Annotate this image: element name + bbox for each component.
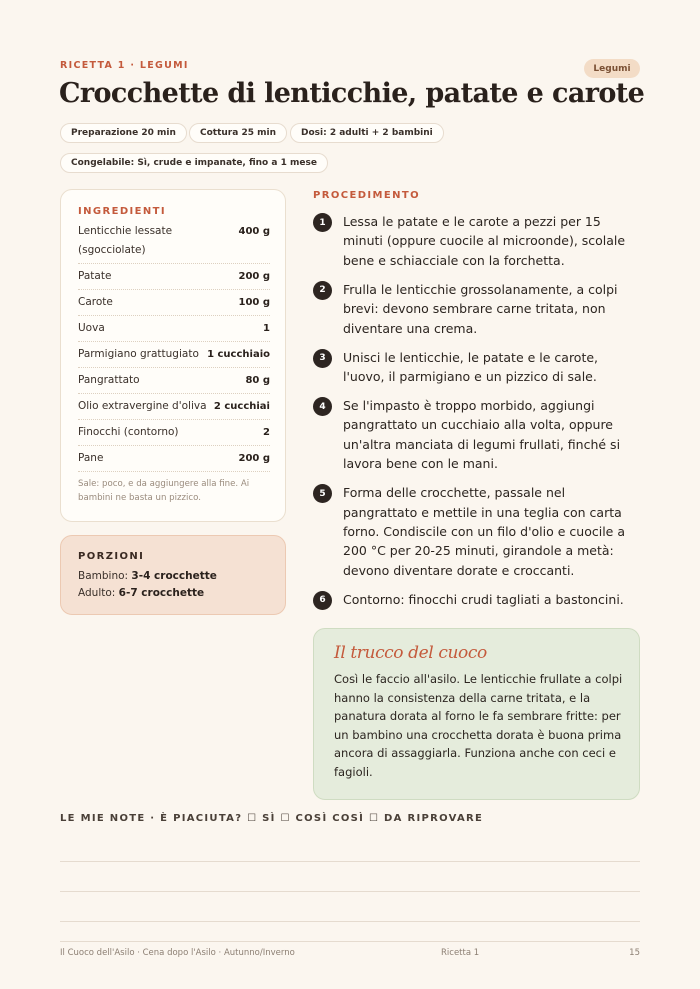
procedure-step (313, 396, 643, 474)
note-line[interactable] (60, 861, 640, 862)
page-number: 15 (629, 948, 640, 958)
step-number: 4 (313, 397, 332, 416)
ingredient-name: Olio extravergine d'oliva (78, 400, 207, 412)
step-number: 5 (313, 484, 332, 503)
ingredient-row (78, 368, 270, 394)
procedure-step (313, 483, 643, 580)
ingredient-qty: 200 g (238, 453, 270, 464)
procedure-steps (313, 212, 643, 619)
ingredient-name: Pane (78, 452, 104, 464)
ingredient-row (78, 264, 270, 290)
note-line[interactable] (60, 921, 640, 922)
ingredient-qty: 80 g (245, 375, 270, 386)
ingredient-qty: 100 g (238, 297, 270, 308)
portion-adult-value: 6-7 crocchette (118, 587, 205, 599)
chef-tip-card (313, 628, 640, 800)
portions-heading: PORZIONI (78, 551, 145, 562)
ingredient-name: Patate (78, 270, 112, 282)
step-text: Contorno: finocchi crudi tagliati a bastoncini. (343, 591, 624, 607)
ingredient-row (78, 342, 270, 368)
procedure-heading: PROCEDIMENTO (313, 190, 420, 201)
ingredient-name: Parmigiano grattugiato (78, 348, 199, 360)
footer-book-title: Il Cuoco dell'Asilo · Cena dopo l'Asilo · Autunno/Inverno (60, 948, 295, 958)
procedure-step (313, 280, 643, 338)
step-text: Forma delle crocchette, passale nel pangrattato e mettile in una teglia con carta forno. Condiscile con un filo d'olio e cuocile a 200 °C per 20-25 minuti, girandole a metà: devono diventare dorate e croccanti. (343, 485, 626, 578)
portion-child (78, 570, 217, 582)
ingredient-row (78, 446, 270, 472)
portion-child-value: 3-4 crocchette (131, 570, 217, 582)
ingredients-card (60, 189, 286, 522)
ingredient-qty: 1 (263, 323, 270, 334)
portions-card (60, 535, 286, 615)
step-number: 2 (313, 281, 332, 300)
ingredient-name: Lenticchie lessate (sgocciolate) (78, 225, 173, 256)
ingredient-name: Carote (78, 296, 113, 308)
chip-servings: Dosi: 2 adulti + 2 bambini (290, 123, 444, 143)
ingredient-qty: 2 cucchiai (213, 401, 270, 412)
page-title: Crocchette di lenticchie, patate e carote (59, 78, 645, 109)
step-text: Frulla le lenticchie grossolanamente, a colpi brevi: devono sembrare carne tritata, non diventare una crema. (343, 281, 618, 336)
chip-cook-time: Cottura 25 min (189, 123, 287, 143)
footer-divider (60, 941, 640, 942)
recipe-kicker: RICETTA 1 · LEGUMI (60, 60, 189, 71)
chip-prep-time: Preparazione 20 min (60, 123, 187, 143)
procedure-step (313, 590, 643, 610)
ingredient-qty: 2 (263, 427, 270, 438)
portion-adult (78, 587, 204, 599)
step-number: 6 (313, 591, 332, 610)
notes-heading: LE MIE NOTE · È PIACIUTA? ☐ SÌ ☐ COSÌ COSÌ ☐ DA RIPROVARE (60, 813, 484, 824)
ingredient-row (78, 316, 270, 342)
category-badge: Legumi (584, 59, 640, 78)
ingredient-row (78, 222, 270, 264)
ingredient-name: Finocchi (contorno) (78, 426, 179, 438)
step-number: 1 (313, 213, 332, 232)
chef-tip-body: Così le faccio all'asilo. Le lenticchie frullate a colpi hanno la consistenza della carne tritata, e la panatura dorata al forno le fa sembrare fritte: per un bambino una crocchetta dorata è buona prima ancora di assaggiarla. Funziona anche con ceci e fagioli. (334, 672, 623, 779)
step-text: Unisci le lenticchie, le patate e le carote, l'uovo, il parmigiano e un pizzico di sale. (343, 349, 599, 385)
procedure-step (313, 212, 643, 270)
ingredient-row (78, 290, 270, 316)
step-number: 3 (313, 349, 332, 368)
ingredient-name: Pangrattato (78, 374, 140, 386)
ingredients-heading: INGREDIENTI (78, 206, 166, 217)
step-text: Lessa le patate e le carote a pezzi per 15 minuti (oppure cuocile al microonde), scolale bene e schiacciale con la forchetta. (343, 214, 626, 268)
portion-adult-label: Adulto: (78, 587, 116, 599)
ingredient-qty: 400 g (238, 226, 270, 237)
portion-child-label: Bambino: (78, 570, 129, 582)
ingredient-name: Uova (78, 322, 105, 334)
chef-tip-title: Il trucco del cuoco (334, 643, 487, 663)
ingredients-note: Sale: poco, e da aggiungere alla fine. Ai bambini ne basta un pizzico. (78, 479, 250, 503)
ingredient-row (78, 420, 270, 446)
procedure-step (313, 348, 643, 387)
note-line[interactable] (60, 891, 640, 892)
chip-freezable: Congelabile: Sì, crude e impanate, fino a 1 mese (60, 153, 328, 173)
ingredient-qty: 200 g (238, 271, 270, 282)
ingredient-qty: 1 cucchiaio (207, 349, 270, 360)
footer-recipe-label: Ricetta 1 (441, 948, 480, 958)
step-text: Se l'impasto è troppo morbido, aggiungi pangrattato un cucchiaio alla volta, oppure un'altra manciata di legumi frullati, finché si lavora bene con le mani. (343, 398, 621, 472)
ingredients-list (78, 222, 270, 472)
ingredient-row (78, 394, 270, 420)
